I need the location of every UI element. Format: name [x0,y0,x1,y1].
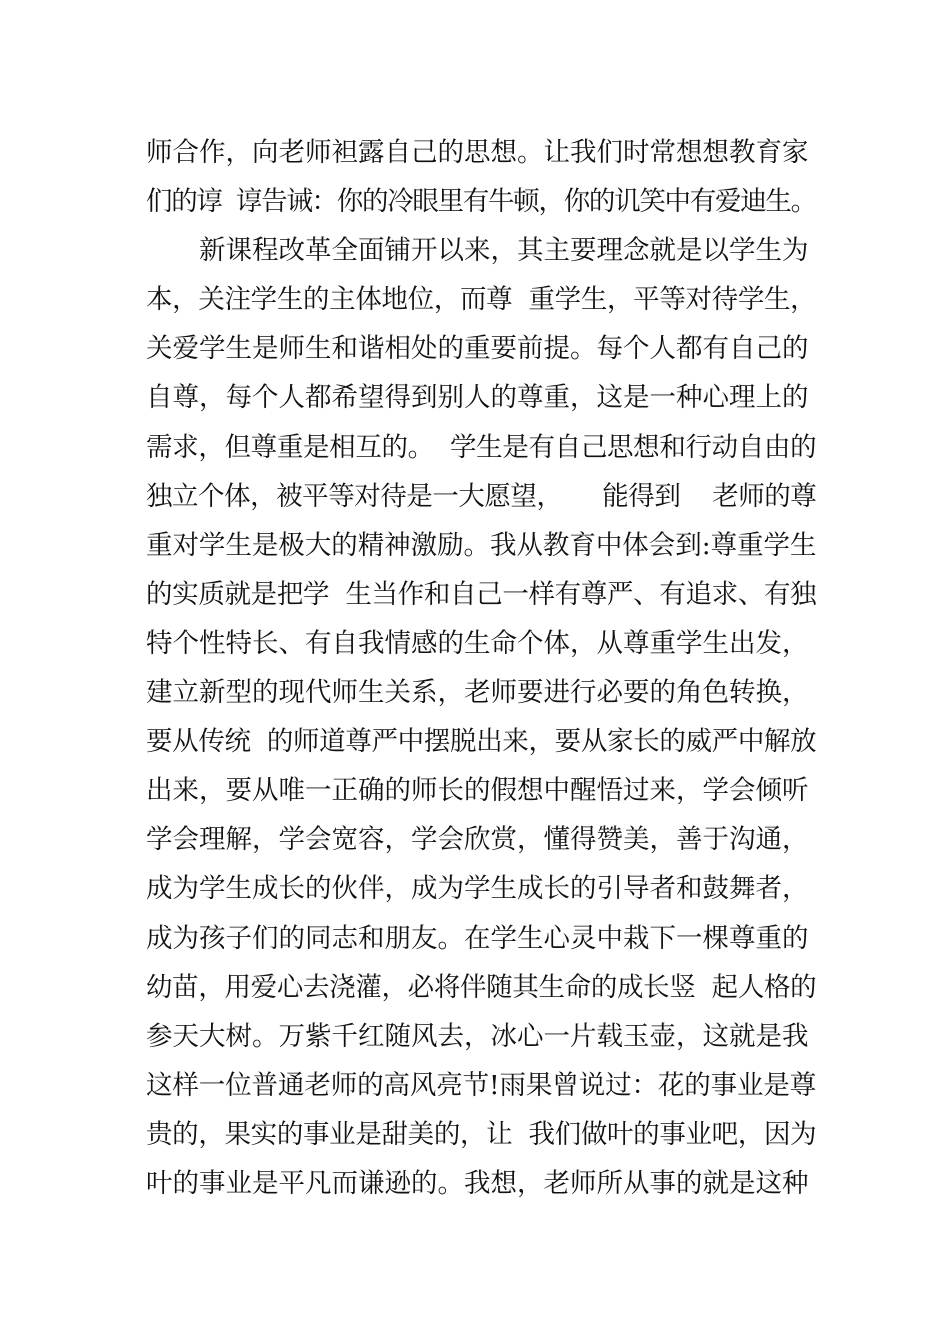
text-line: 重对学生是极大的精神激励。我从教育中体会到:尊重学生 [146,529,816,561]
text-line: 的实质就是把学 生当作和自己一样有尊严、有追求、有独 [146,578,816,610]
text-line: 建立新型的现代师生关系，老师要进行必要的角色转换， [146,677,809,709]
text-line: 需求，但尊重是相互的。 学生是有自己思想和行动自由的 [146,431,816,463]
text-line: 学会理解，学会宽容，学会欣赏，懂得赞美，善于沟通， [146,824,809,856]
paragraph-start-line: 新课程改革全面铺开以来，其主要理念就是以学生为 [199,235,809,267]
text-line: 们的谆 谆告诫：你的冷眼里有牛顿，你的讥笑中有爱迪生。 [146,186,816,218]
text-line: 叶的事业是平凡而谦逊的。我想，老师所从事的就是这种 [146,1167,809,1199]
text-line: 独立个体，被平等对待是一大愿望， 能得到 老师的尊 [146,480,816,512]
text-line: 本，关注学生的主体地位，而尊 重学生，平等对待学生， [146,284,816,316]
body-text [146,128,816,1208]
text-line: 关爱学生是师生和谐相处的重要前提。每个人都有自己的 [146,333,809,365]
text-line: 自尊，每个人都希望得到别人的尊重，这是一种心理上的 [146,382,809,414]
text-line: 出来，要从唯一正确的师长的假想中醒悟过来，学会倾听 [146,775,809,807]
text-line: 成为孩子们的同志和朋友。在学生心灵中栽下一棵尊重的 [146,922,809,954]
text-line: 要从传统 的师道尊严中摆脱出来，要从家长的威严中解放 [146,726,816,758]
text-line: 参天大树。万紫千红随风去，冰心一片载玉壶，这就是我 [146,1020,809,1052]
text-line: 贵的，果实的事业是甜美的，让 我们做叶的事业吧，因为 [146,1118,816,1150]
text-line: 特个性特长、有自我情感的生命个体，从尊重学生出发， [146,627,809,659]
text-line: 师合作，向老师袒露自己的思想。让我们时常想想教育家 [146,137,809,168]
text-line: 成为学生成长的伙伴，成为学生成长的引导者和鼓舞者， [146,873,809,905]
text-line: 幼苗，用爱心去浇灌，必将伴随其生命的成长竖 起人格的 [146,971,816,1003]
text-line: 这样一位普通老师的高风亮节!雨果曾说过：花的事业是尊 [146,1069,816,1101]
